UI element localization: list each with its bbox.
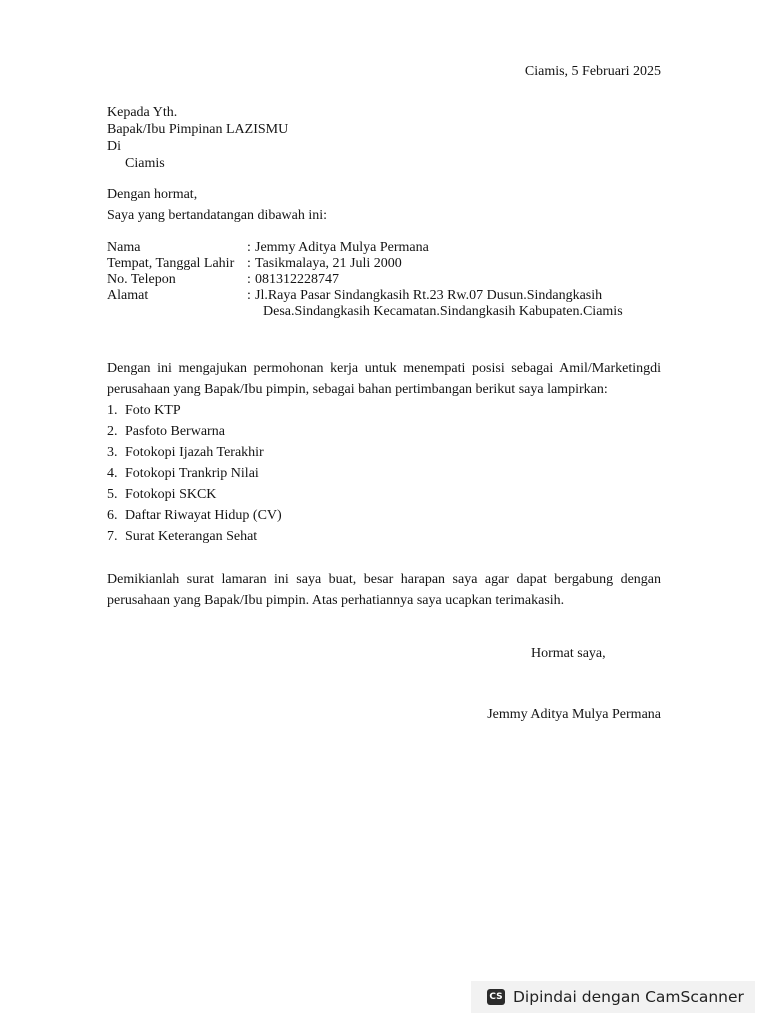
camscanner-logo-icon: CS <box>487 989 505 1005</box>
list-item <box>107 421 282 442</box>
list-number: 1. <box>107 403 118 418</box>
list-number: 6. <box>107 508 118 523</box>
list-text: Fotokopi SKCK <box>125 487 217 502</box>
info-colon: : <box>247 256 251 271</box>
letter-date: Ciamis, 5 Februari 2025 <box>524 64 661 79</box>
list-text: Pasfoto Berwarna <box>125 424 225 439</box>
info-label: Nama <box>107 240 141 255</box>
closing-paragraph: Demikianlah surat lamaran ini saya buat, besar harapan saya agar dapat bergabung dengan perusahaan yang Bapak/Ibu pimpin. Atas perhatiannya saya ucapkan terimakasih. <box>107 572 661 608</box>
info-value <box>255 288 623 320</box>
list-text: Surat Keterangan Sehat <box>125 529 258 544</box>
info-label: Tempat, Tanggal Lahir <box>107 256 235 271</box>
request-paragraph: Dengan ini mengajukan permohonan kerja untuk menempati posisi sebagai Amil/Marketingdi perusahaan yang Bapak/Ibu pimpin, sebagai bahan pertimbangan berikut saya lampirkan: <box>107 361 661 397</box>
list-number: 5. <box>107 487 118 502</box>
list-text: Foto KTP <box>125 403 181 418</box>
list-item <box>107 505 282 526</box>
recipient-line-2: Bapak/Ibu Pimpinan LAZISMU <box>107 122 289 137</box>
info-value: 081312228747 <box>255 272 339 287</box>
list-item <box>107 484 282 505</box>
info-colon: : <box>247 240 251 255</box>
list-text: Fotokopi Trankrip Nilai <box>125 466 259 481</box>
recipient-line-1: Kepada Yth. <box>107 105 178 120</box>
list-number: 4. <box>107 466 118 481</box>
address-line-1: Jl.Raya Pasar Sindangkasih Rt.23 Rw.07 Dusun.Sindangkasih <box>255 288 603 303</box>
list-number: 3. <box>107 445 118 460</box>
info-row-name <box>107 240 623 256</box>
info-row-birth <box>107 256 623 272</box>
list-text: Fotokopi Ijazah Terakhir <box>125 445 264 460</box>
signer-name: Jemmy Aditya Mulya Permana <box>487 707 661 722</box>
list-text: Daftar Riwayat Hidup (CV) <box>125 508 282 523</box>
camscanner-watermark <box>471 981 755 1013</box>
list-item <box>107 400 282 421</box>
closing-salutation: Hormat saya, <box>531 646 606 661</box>
list-number: 2. <box>107 424 118 439</box>
greeting: Dengan hormat, <box>107 187 198 202</box>
info-colon: : <box>247 272 251 287</box>
list-item <box>107 463 282 484</box>
list-item <box>107 442 282 463</box>
watermark-label: Dipindai dengan CamScanner <box>513 988 744 1006</box>
info-colon: : <box>247 288 251 303</box>
attachment-list <box>107 400 282 547</box>
address-line-2: Desa.Sindangkasih Kecamatan.Sindangkasih Kabupaten.Ciamis <box>263 304 623 319</box>
info-label: Alamat <box>107 288 149 303</box>
info-row-phone <box>107 272 623 288</box>
info-label: No. Telepon <box>107 272 176 287</box>
list-item <box>107 526 282 547</box>
info-value: Tasikmalaya, 21 Juli 2000 <box>255 256 402 271</box>
intro-line: Saya yang bertandatangan dibawah ini: <box>107 208 328 223</box>
recipient-city: Ciamis <box>125 156 165 171</box>
applicant-info <box>107 240 623 320</box>
list-number: 7. <box>107 529 118 544</box>
info-value: Jemmy Aditya Mulya Permana <box>255 240 429 255</box>
info-row-address <box>107 288 623 320</box>
recipient-block <box>107 104 288 172</box>
recipient-line-3: Di <box>107 139 121 154</box>
